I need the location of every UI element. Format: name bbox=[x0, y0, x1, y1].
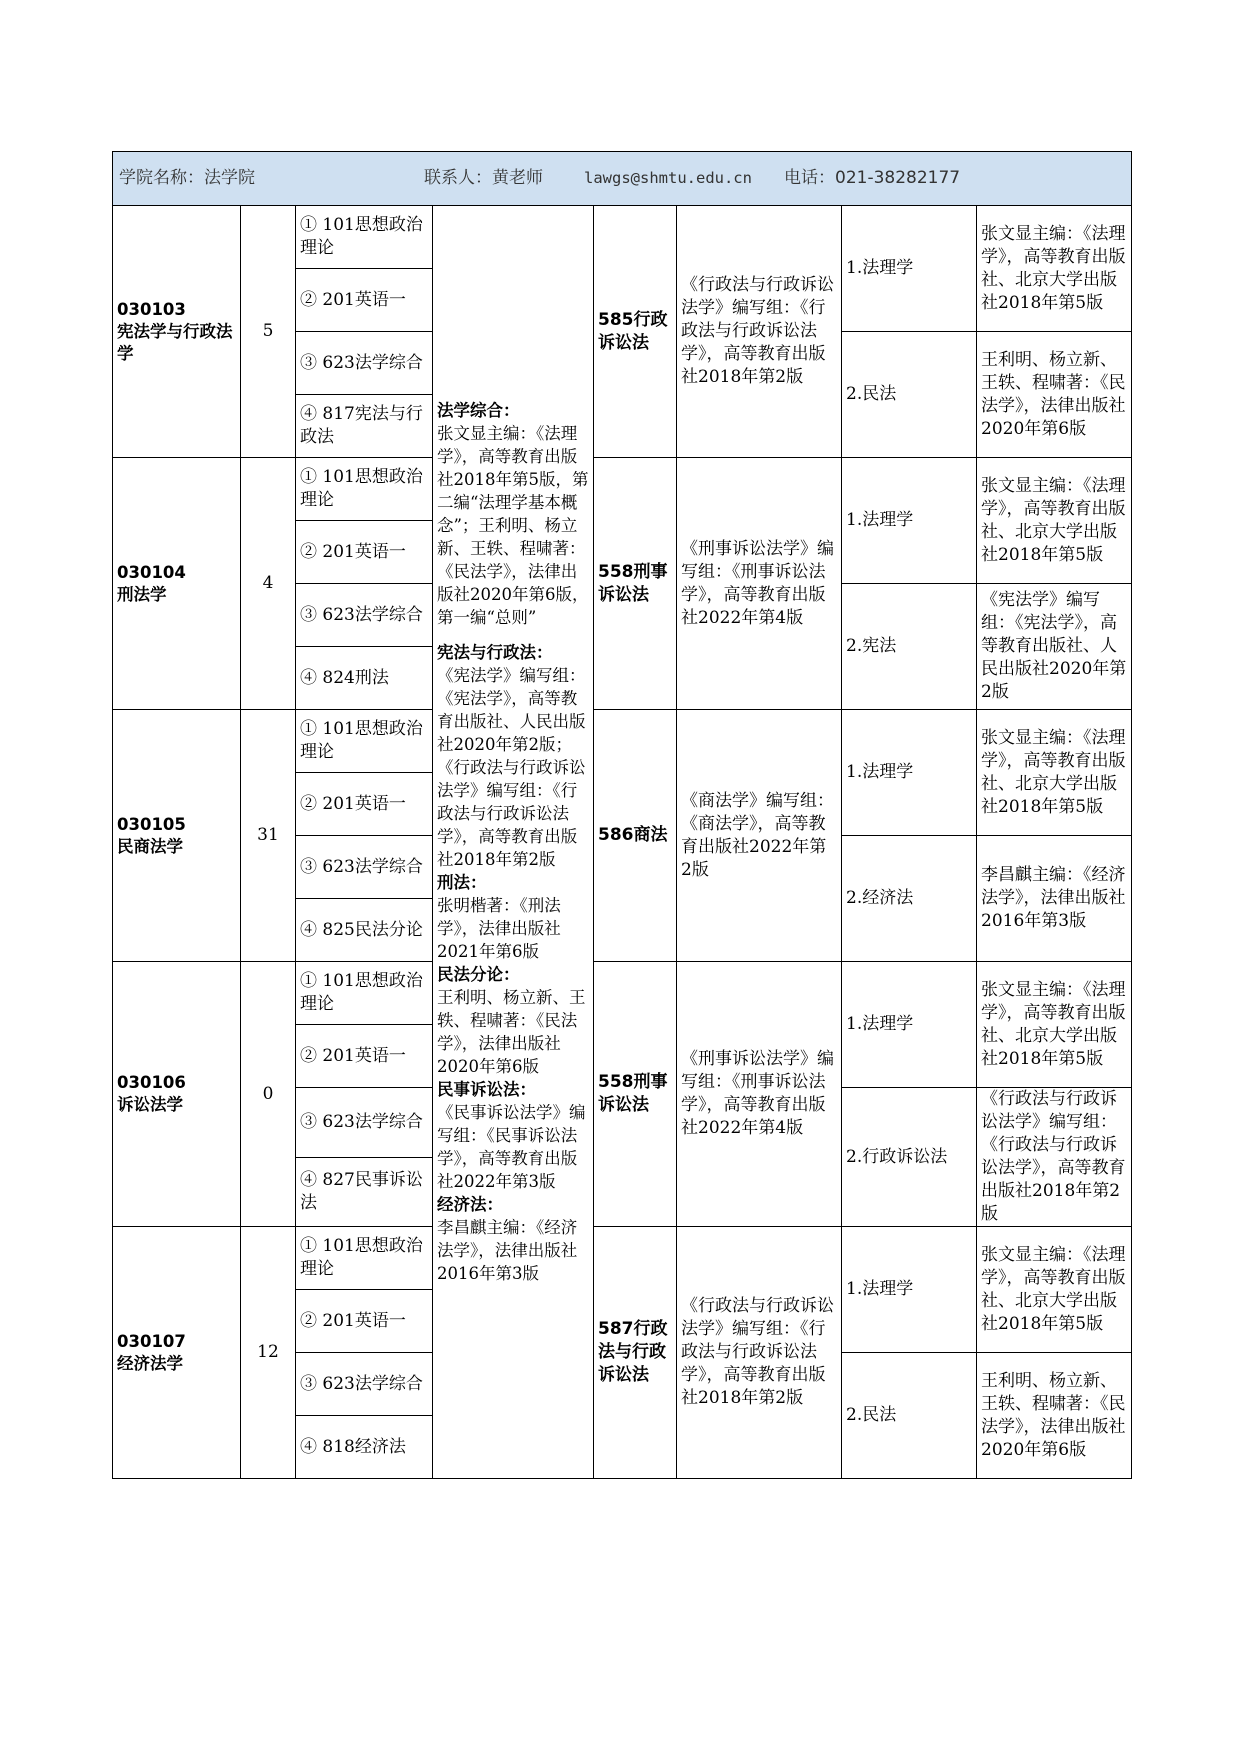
reference-text: 王利明、杨立新、王轶、程啸著：《民法学》，法律出版社2020年第6版 bbox=[437, 988, 586, 1076]
quota-cell: 5 bbox=[241, 206, 296, 458]
major-name: 宪法学与行政法学 bbox=[117, 321, 233, 363]
additional-book: 《行政法与行政诉讼法学》编写组：《行政法与行政诉讼法学》，高等教育出版社2018年第2版 bbox=[977, 1088, 1132, 1227]
major-name: 诉讼法学 bbox=[117, 1095, 183, 1114]
admissions-table bbox=[112, 151, 1132, 1479]
additional-subject: 1.法理学 bbox=[842, 458, 977, 584]
reference-text: 《宪法学》编写组：《宪法学》，高等教育出版社、人民出版社2020年第2版；《行政法与行政诉讼法学》编写组：《行政法与行政诉讼法学》，高等教育出版社2018年第2版 bbox=[437, 666, 586, 869]
exam-subject: ② 201英语一 bbox=[296, 1025, 433, 1088]
exam-subject: ① 101思想政治理论 bbox=[296, 206, 433, 269]
additional-book: 张文显主编：《法理学》，高等教育出版社、北京大学出版社2018年第5版 bbox=[977, 710, 1132, 836]
additional-book: 张文显主编：《法理学》，高等教育出版社、北京大学出版社2018年第5版 bbox=[977, 1227, 1132, 1353]
reference-books-cell bbox=[433, 206, 594, 1479]
spacer bbox=[437, 629, 589, 641]
retest-reference: 《刑事诉讼法学》编写组：《刑事诉讼法学》，高等教育出版社2022年第4版 bbox=[677, 458, 842, 710]
major-code: 030106 bbox=[117, 1073, 186, 1092]
reference-text: 李昌麒主编：《经济法学》，法律出版社2016年第3版 bbox=[437, 1218, 578, 1283]
contact-person: 联系人：黄老师 bbox=[424, 168, 543, 188]
reference-title: 经济法： bbox=[437, 1195, 503, 1214]
contact-email: lawgs@shmtu.edu.cn bbox=[584, 169, 752, 187]
additional-book: 王利明、杨立新、王轶、程啸著：《民法学》，法律出版社2020年第6版 bbox=[977, 1353, 1132, 1479]
additional-book: 李昌麒主编：《经济法学》，法律出版社2016年第3版 bbox=[977, 836, 1132, 962]
additional-book: 《宪法学》编写组：《宪法学》，高等教育出版社、人民出版社2020年第2版 bbox=[977, 584, 1132, 710]
major-code: 030103 bbox=[117, 299, 186, 319]
header-row bbox=[113, 152, 1132, 206]
major-code: 030107 bbox=[117, 1331, 186, 1351]
exam-subject: ① 101思想政治理论 bbox=[296, 710, 433, 773]
additional-book: 张文显主编：《法理学》，高等教育出版社、北京大学出版社2018年第5版 bbox=[977, 206, 1132, 332]
retest-reference: 《商法学》编写组：《商法学》，高等教育出版社2022年第2版 bbox=[677, 710, 842, 962]
additional-subject: 2.经济法 bbox=[842, 836, 977, 962]
contact-phone: 电话：021-38282177 bbox=[784, 168, 961, 188]
additional-book: 张文显主编：《法理学》，高等教育出版社、北京大学出版社2018年第5版 bbox=[977, 458, 1132, 584]
retest-reference: 《行政法与行政诉讼法学》编写组：《行政法与行政诉讼法学》，高等教育出版社2018年第2版 bbox=[677, 1227, 842, 1479]
major-name: 经济法学 bbox=[117, 1353, 183, 1373]
table-row bbox=[113, 1227, 1132, 1290]
major-code: 030104 bbox=[117, 562, 186, 582]
reference-title: 法学综合： bbox=[437, 401, 520, 420]
additional-book: 张文显主编：《法理学》，高等教育出版社、北京大学出版社2018年第5版 bbox=[977, 962, 1132, 1088]
major-code: 030105 bbox=[117, 814, 186, 834]
reference-title: 民法分论： bbox=[437, 965, 520, 984]
exam-subject: ③ 623法学综合 bbox=[296, 332, 433, 395]
quota-cell: 31 bbox=[241, 710, 296, 962]
additional-subject: 2.行政诉讼法 bbox=[842, 1088, 977, 1227]
college-name: 学院名称：法学院 bbox=[119, 168, 255, 188]
retest-subject: 558刑事诉讼法 bbox=[594, 962, 677, 1227]
exam-subject: ② 201英语一 bbox=[296, 773, 433, 836]
additional-subject: 1.法理学 bbox=[842, 1227, 977, 1353]
quota-cell: 4 bbox=[241, 458, 296, 710]
table-row bbox=[113, 458, 1132, 521]
reference-title: 刑法： bbox=[437, 873, 487, 892]
exam-subject: ④ 818经济法 bbox=[296, 1416, 433, 1479]
major-cell bbox=[113, 206, 241, 458]
header-cell bbox=[113, 152, 1132, 206]
exam-subject: ④ 825民法分论 bbox=[296, 899, 433, 962]
quota-cell: 12 bbox=[241, 1227, 296, 1479]
major-cell bbox=[113, 962, 241, 1227]
reference-title: 宪法与行政法： bbox=[437, 643, 553, 662]
additional-subject: 1.法理学 bbox=[842, 962, 977, 1088]
retest-subject: 587行政法与行政诉讼法 bbox=[594, 1227, 677, 1479]
major-cell bbox=[113, 1227, 241, 1479]
additional-subject: 2.民法 bbox=[842, 1353, 977, 1479]
exam-subject: ② 201英语一 bbox=[296, 1290, 433, 1353]
reference-text: 张文显主编：《法理学》，高等教育出版社2018年第5版，第二编“法理学基本概念”；王利明、杨立新、王轶、程啸著：《民法学》，法律出版社2020年第6版，第一编“总则” bbox=[437, 424, 589, 627]
reference-text: 《民事诉讼法学》编写组：《民事诉讼法学》，高等教育出版社2022年第3版 bbox=[437, 1103, 586, 1191]
exam-subject: ③ 623法学综合 bbox=[296, 1088, 433, 1158]
exam-subject: ④ 817宪法与行政法 bbox=[296, 395, 433, 458]
exam-subject: ② 201英语一 bbox=[296, 269, 433, 332]
reference-title: 民事诉讼法： bbox=[437, 1080, 536, 1099]
additional-subject: 2.民法 bbox=[842, 332, 977, 458]
additional-book: 王利明、杨立新、王轶、程啸著：《民法学》，法律出版社2020年第6版 bbox=[977, 332, 1132, 458]
major-cell bbox=[113, 710, 241, 962]
exam-subject: ② 201英语一 bbox=[296, 521, 433, 584]
major-name: 刑法学 bbox=[117, 584, 167, 604]
retest-subject: 558刑事诉讼法 bbox=[594, 458, 677, 710]
additional-subject: 1.法理学 bbox=[842, 710, 977, 836]
major-cell bbox=[113, 458, 241, 710]
table-row bbox=[113, 206, 1132, 269]
quota-cell: 0 bbox=[241, 962, 296, 1227]
exam-subject: ③ 623法学综合 bbox=[296, 584, 433, 647]
exam-subject: ④ 827民事诉讼法 bbox=[296, 1157, 433, 1227]
exam-subject: ① 101思想政治理论 bbox=[296, 458, 433, 521]
exam-subject: ③ 623法学综合 bbox=[296, 836, 433, 899]
retest-reference: 《刑事诉讼法学》编写组：《刑事诉讼法学》，高等教育出版社2022年第4版 bbox=[677, 962, 842, 1227]
retest-subject: 585行政诉讼法 bbox=[594, 206, 677, 458]
exam-subject: ④ 824刑法 bbox=[296, 647, 433, 710]
major-name: 民商法学 bbox=[117, 836, 183, 856]
table-row bbox=[113, 710, 1132, 773]
retest-reference: 《行政法与行政诉讼法学》编写组：《行政法与行政诉讼法学》，高等教育出版社2018年第2版 bbox=[677, 206, 842, 458]
table-row bbox=[113, 962, 1132, 1025]
additional-subject: 2.宪法 bbox=[842, 584, 977, 710]
reference-text: 张明楷著：《刑法学》，法律出版社2021年第6版 bbox=[437, 896, 561, 961]
exam-subject: ① 101思想政治理论 bbox=[296, 1227, 433, 1290]
exam-subject: ① 101思想政治理论 bbox=[296, 962, 433, 1025]
retest-subject: 586商法 bbox=[594, 710, 677, 962]
additional-subject: 1.法理学 bbox=[842, 206, 977, 332]
exam-subject: ③ 623法学综合 bbox=[296, 1353, 433, 1416]
